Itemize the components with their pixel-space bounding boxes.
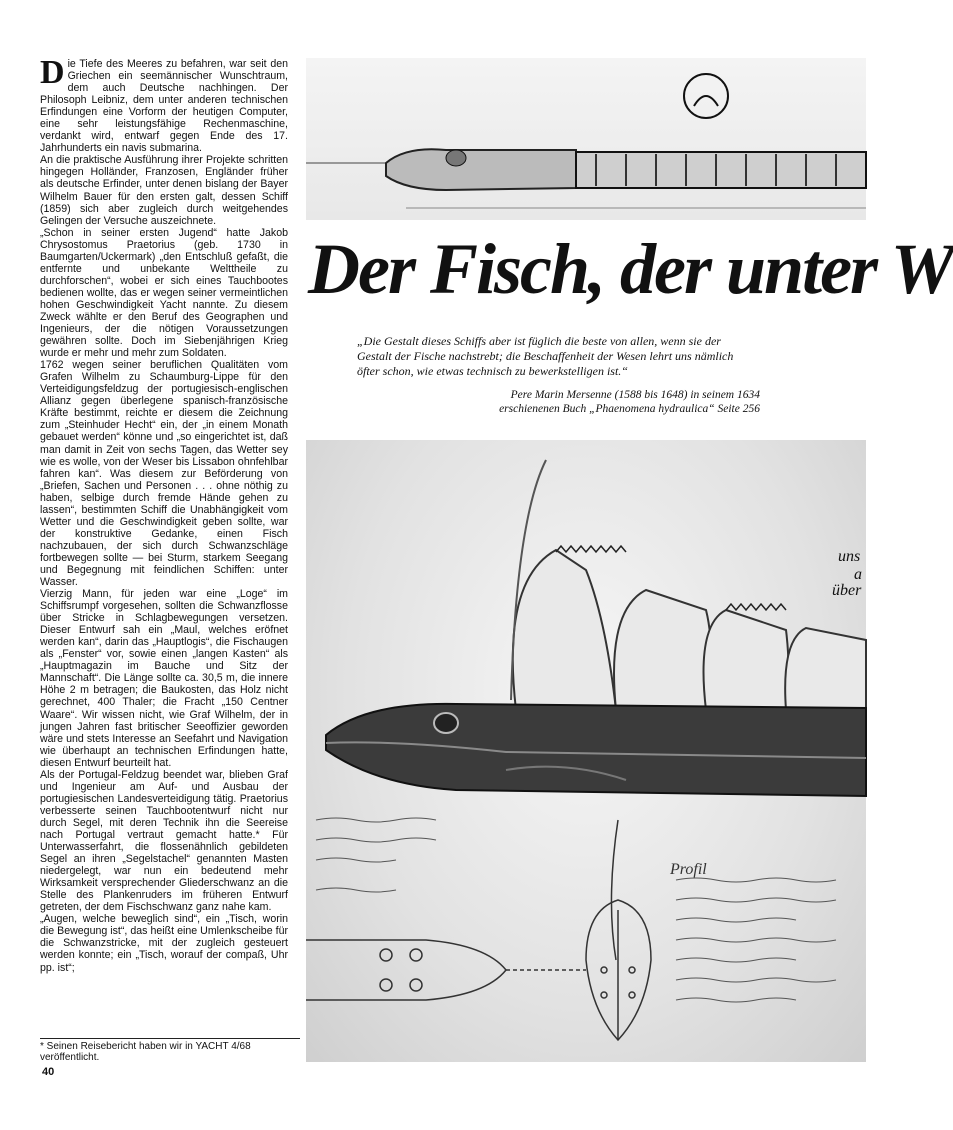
citation-line-1: Pere Marin Mersenne (1588 bis 1648) in seinem 1634 <box>510 389 760 401</box>
main-illustration <box>306 440 866 1062</box>
paragraph-3: „Schon in seiner ersten Jugend“ hatte Jakob Chrysostomus Praetorius (geb. 1730 in Baumgarten/Uckermark) „den Entschluß gefaßt, die entfernte und unbekante Welttheile zu durchforschen“, wobei er sich eines Tauchbootes bedienen wollte, das er wegen seiner vermeintlichen hohen Geschwindigkeit Yacht nannte. Zu diesem Zweck wählte er den Beruf des Geographen und Ingenieurs, der die nötigen Voraussetzungen gewähren sollte. Doch im Siebenjährigen Krieg wurde er mehr und mehr zum Soldaten. <box>40 226 288 360</box>
paragraph-5: Vierzig Mann, für jeden war eine „Loge“ im Schiffsrumpf vorgesehen, sollten die Schwanzflosse über Stricke in Schlagbewegungen versetzen. Dieser Entwurf sah ein „Maul, welches eröfnet werden kan“, darin das „Hauptlogis“, die Fischaugen als „Fenster“ vor, sowie einen „langen Kasten“ als „Hauptmagazin im Bauche und Sitz der Mannschaft“. Die Länge sollte ca. 30,5 m, die innere Höhe 2 m betragen; die Baukosten, das Holz nicht gerechnet, 400 Thaler; die Fracht „150 Centner Waare“. Wir wissen nicht, wie Graf Wilhelm, der in jungen Jahren fast britischer Seeoffizier geworden wäre und stets Interesse an Seefahrt und Navigation wie überhaupt an technischen Erfindungen hatte, diesen Entwurf beurteilt hat. <box>40 588 288 769</box>
paragraph-6: Als der Portugal-Feldzug beendet war, blieben Graf und Ingenieur am Auf- und Ausbau der portugiesischen Landesverteidigung tätig. Praetorius verbesserte seinen Tauchbootentwurf nicht nur durch Segel, mit deren Technik ihn die Seereise nach Portugal vertraut gemacht hatte.* Für Unterwasserfahrt, die flossenähnlich gebildeten Segel an ihren „Segelstachel“ genannten Masten niedergelegt, war nun ein bedeutend mehr Wirksamkeit versprechender Gliederschwanz an die Stelle des Plankenruders im früheren Entwurf getreten, der dem Fischschwanz ganz nahe kam. <box>40 768 288 914</box>
drop-cap: D <box>40 54 65 91</box>
paragraph-1: Die Tiefe des Meeres zu befahren, war seit den Griechen ein seemännischer Wunschtraum, dem auch Deutsche nachhingen. Der Philosoph Leibniz, dem unter anderen technischen Erfindungen eine Vorform der heutigen Computer, eine sehr leistungsfähige Rechenmaschine, verdankt wird, entwarf gegen Ende des 17. Jahrhunderts ein navis submarina. <box>40 54 288 155</box>
epigraph-citation <box>420 388 760 416</box>
paragraph-2: An die praktische Ausführung ihrer Projekte schritten hingegen Holländer, Franzosen, Engländer früher als deutsche Erfinder, unter denen bislang der Bayer Wilhelm Bauer für den ersten galt, dessen Schiff (1859) sich aber zugleich durch weitgehendes Gelingen der Versuche auszeichnete. <box>40 154 288 227</box>
footnote: * Seinen Reisebericht haben wir in YACHT 4/68 veröffentlicht. <box>40 1038 300 1063</box>
epigraph-quote: „Die Gestalt dieses Schiffs aber ist füglich die beste von allen, wenn sie der Gestalt der Fische nachstrebt; die Beschaffenheit der Wesen lehrt uns nämlich öfter schon, wie etwas technisch zu bewerkstelligen ist.“ <box>357 334 734 378</box>
side-text-2: a <box>854 566 862 583</box>
citation-line-2: erschienenen Buch „Phaenomena hydraulica“ Seite 256 <box>499 403 760 415</box>
fish-submarine-drawing <box>306 440 866 1062</box>
paragraph-4: 1762 wegen seiner beruflichen Qualitäten vom Grafen Wilhelm zu Schaumburg-Lippe für den Verteidigungsfeldzug der portugiesisch-englischen Allianz gegen überlegene spanisch-französische Kräfte bestimmt, reichte er diesem die Zeichnung zum „Steinhuder Hecht“ ein, der „in einem Monath gebauet werden“ könne und „so eingerichtet ist, daß man damit in Zeit von sechs Tagen, das Wetter sey wie es wolle, von der Weser bis Lissabon ohnfehlbar fahren kan“. Was diesem zur Beförderung von „Briefen, Sachen und Personen . . . ohne nöthig zu haben, selbige durch fremde Hände gehen zu lassen“, bestimmten Schiff die Unabhängigkeit vom Wetter und die Geschwindigkeit geben sollte, war der konstruktive Gedanke, einen Fisch nachzubauen, der sich durch Schwanzschläge fortbewegen sollte — bei Sturm, starkem Seegang und Begegnung mit feindlichen Schiffen: unter Wasser. <box>40 359 288 589</box>
fish-submarine-sketch-top <box>306 58 866 220</box>
side-text-1: uns <box>838 548 861 565</box>
top-illustration <box>306 58 866 220</box>
side-text-3: über <box>832 582 862 599</box>
article-column <box>40 54 288 974</box>
article-title: Der Fisch, der unter W <box>308 229 953 309</box>
sketch-label-profil: Profil <box>670 861 707 878</box>
paragraph-7: „Augen, welche beweglich sind“, ein „Tisch, worin die Bewegung ist“, das heißt eine Umlenkscheibe für die Schwanzstricke, mit der zugleich gesteuert werden konnte; ein „Tisch, worauf der compaß, Uhr pp. ist“; <box>40 913 288 974</box>
page-number: 40 <box>42 1066 55 1078</box>
